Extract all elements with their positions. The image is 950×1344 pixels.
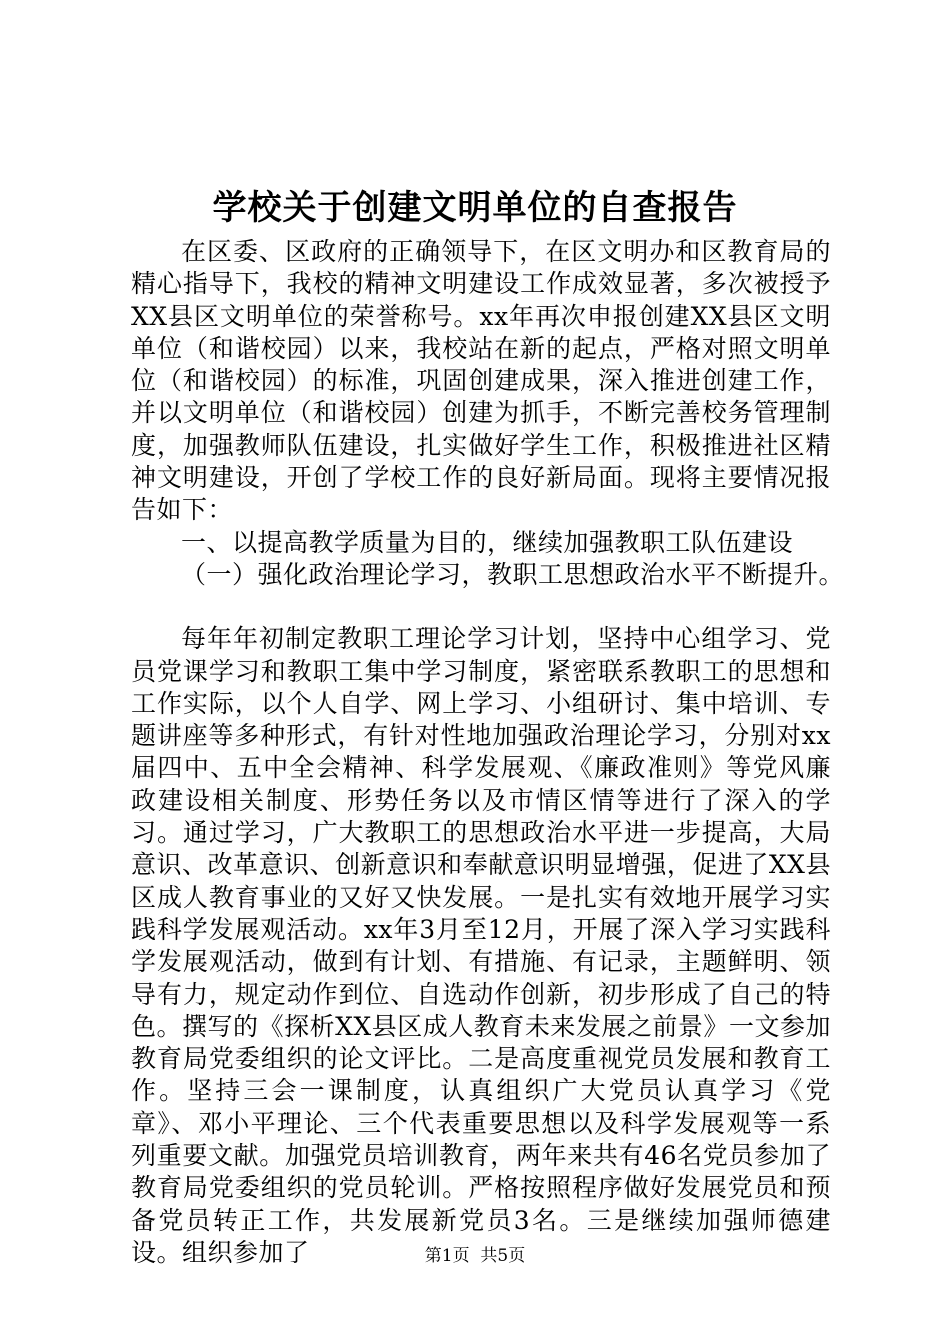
page-total: 共5页 bbox=[480, 1246, 526, 1266]
paragraph-spacer bbox=[131, 591, 831, 623]
page-number: 第1页 bbox=[424, 1246, 470, 1266]
section-heading: 一、以提高教学质量为目的，继续加强教职工队伍建设 bbox=[181, 527, 794, 557]
body-paragraph: 每年年初制定教职工理论学习计划，坚持中心组学习、党员党课学习和教职工集中学习制度，紧密联系教职工的思想和工作实际，以个人自学、网上学习、小组研讨、集中培训、专题讲座等多种形式，有针对性地加强政治理论学习，分别对xx届四中、五中全会精神、科学发展观、《廉政准则》等党风廉政建设相关制度、形势任务以及市情区情等进行了深入的学习。通过学习，广大教职工的思想政治水平进一步提高，大局意识、改革意识、创新意识和奉献意识明显增强，促进了XX县区成人教育事业的又好又快发展。一是扎实有效地开展学习实践科学发展观活动。xx年3月至12月，开展了深入学习实践科学发展观活动，做到有计划、有措施、有记录，主题鲜明、领导有力，规定动作到位、自选动作创新，初步形成了自己的特色。撰写的《探析XX县区成人教育未来发展之前景》一文参加教育局党委组织的论文评比。二是高度重视党员发展和教育工作。坚持三会一课制度，认真组织广大党员认真学习《党章》、邓小平理论、三个代表重要思想以及科学发展观等一系列重要文献。加强党员培训教育，两年来共有46名党员参加了教育局党委组织的党员轮训。严格按照程序做好发展党员和预备党员转正工作，共发展新党员3名。三是继续加强师德建设。组织参加了 bbox=[131, 624, 831, 1267]
page-footer bbox=[0, 1244, 950, 1268]
document-body bbox=[131, 236, 845, 1269]
intro-paragraph: 在区委、区政府的正确领导下，在区文明办和区教育局的精心指导下，我校的精神文明建设工作成效显著，多次被授予XX县区文明单位的荣誉称号。xx年再次申报创建XX县区文明单位（和谐校园）以来，我校站在新的起点，严格对照文明单位（和谐校园）的标准，巩固创建成果，深入推进创建工作，并以文明单位（和谐校园）创建为抓手，不断完善校务管理制度，加强教师队伍建设，扎实做好学生工作，积极推进社区精神文明建设，开创了学校工作的良好新局面。现将主要情况报告如下： bbox=[131, 237, 831, 525]
footer-separator bbox=[470, 1246, 481, 1266]
subsection-heading: （一）强化政治理论学习，教职工思想政治水平不断提升。 bbox=[181, 559, 845, 589]
document-title: 学校关于创建文明单位的自查报告 bbox=[212, 188, 738, 228]
